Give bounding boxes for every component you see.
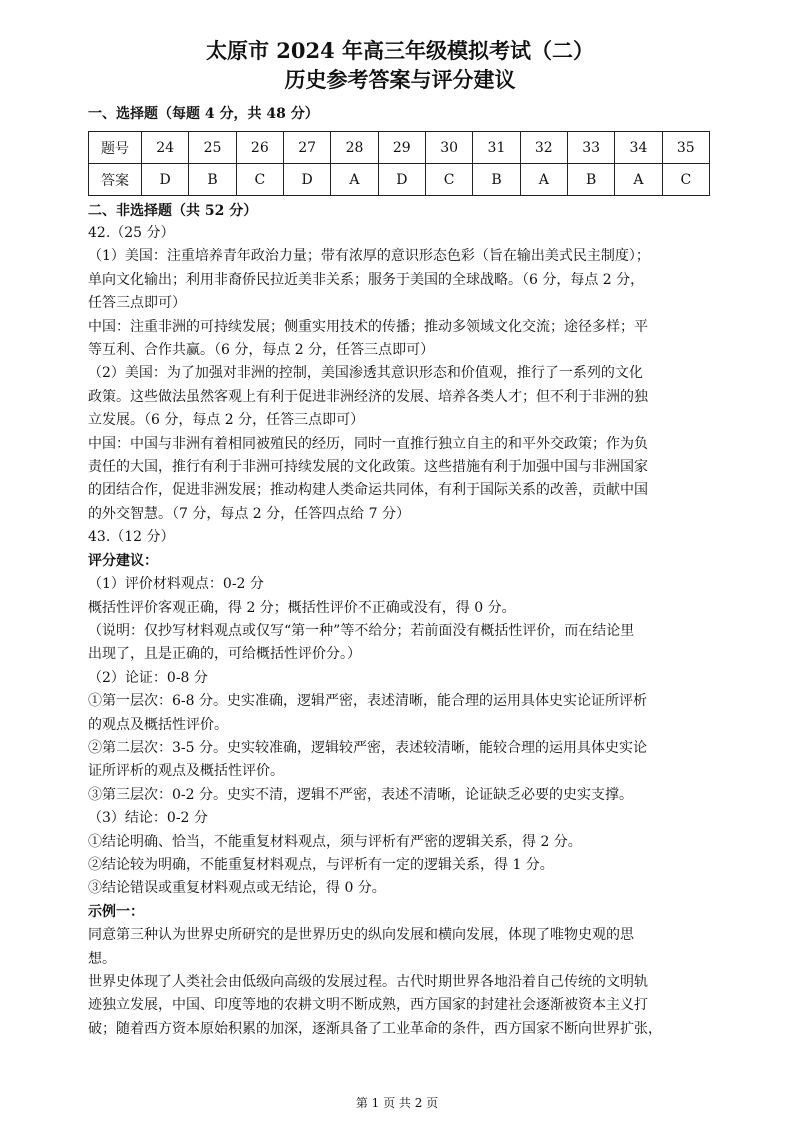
question-number-cell: 33 xyxy=(567,132,614,164)
question-number-cell: 25 xyxy=(189,132,236,164)
answer-cell: A xyxy=(331,164,378,196)
text-line: 世界史体现了人类社会由低级向高级的发展过程。古代时期世界各地沿着自己传统的文明轨 xyxy=(88,974,648,990)
answer-cell: D xyxy=(283,164,330,196)
section-non-choice-heading: 二、非选择题（共 52 分） xyxy=(88,203,258,219)
text-line: 43.（12 分） xyxy=(88,529,175,546)
document-title: 太原市 2024 年高三年级模拟考试（二） xyxy=(205,38,595,63)
text-line: 迹独立发展，中国、印度等地的农耕文明不断成熟，西方国家的封建社会逐渐被资本主义打 xyxy=(88,997,648,1014)
text-line: ①第一层次：6-8 分。史实准确，逻辑严密，表述清晰，能合理的运用具体史实论证所评析 xyxy=(88,693,647,710)
text-line: （说明：仅抄写材料观点或仅写“第一种”等不给分；若前面没有概括性评价，而在结论里 xyxy=(88,622,635,639)
text-line: 立发展。（6 分，每点 2 分，任答三点即可） xyxy=(88,412,365,429)
answer-cell: D xyxy=(142,164,189,196)
answer-cell: C xyxy=(236,164,283,196)
text-line: 同意第三种认为世界史所研究的是世界历史的纵向发展和横向发展，体现了唯物史观的思 xyxy=(88,927,634,944)
answer-cell: B xyxy=(567,164,614,196)
text-line: 的观点及概括性评价。 xyxy=(88,716,228,733)
text-line: 单向文化输出；利用非裔侨民拉近美非关系；服务于美国的全球战略。（6 分，每点 2 分， xyxy=(88,271,645,288)
answer-row xyxy=(89,164,710,196)
question-number-cell: 31 xyxy=(473,132,520,164)
text-line: （2）论证：0-8 分 xyxy=(88,669,208,686)
answer-cell: B xyxy=(473,164,520,196)
text-line: 想。 xyxy=(88,950,116,967)
text-line: ③结论错误或重复材料观点或无结论，得 0 分。 xyxy=(88,880,386,897)
text-line: ③第三层次：0-2 分。史实不清，逻辑不严密，表述不清晰，论证缺乏必要的史实支撑。 xyxy=(88,786,633,803)
row-label-question: 题号 xyxy=(89,132,142,164)
answer-cell: A xyxy=(615,164,662,196)
text-line: 42.（25 分） xyxy=(88,225,175,241)
question-number-row xyxy=(89,132,710,164)
answer-cell: C xyxy=(662,164,709,196)
text-line: 等互利、合作共赢。（6 分，每点 2 分，任答三点即可） xyxy=(88,342,435,359)
question-number-cell: 24 xyxy=(142,132,189,164)
page-footer: 第 1 页 共 2 页 xyxy=(355,1096,439,1110)
text-line: 中国：中国与非洲有着相同被殖民的经历，同时一直推行独立自主的和平外交政策；作为负 xyxy=(88,435,648,452)
answer-cell: B xyxy=(189,164,236,196)
answer-body xyxy=(88,222,712,1041)
text-line: 中国：注重非洲的可持续发展；侧重实用技术的传播；推动多领域文化交流；途径多样；平 xyxy=(88,318,648,335)
subheading-line: 评分建议： xyxy=(88,552,158,569)
text-line: ②结论较为明确，不能重复材料观点，与评析有一定的逻辑关系，得 1 分。 xyxy=(88,856,554,873)
subheading-line: 示例一： xyxy=(88,903,144,920)
question-number-cell: 28 xyxy=(331,132,378,164)
answer-cell: A xyxy=(520,164,567,196)
question-number-cell: 32 xyxy=(520,132,567,164)
section-multiple-choice-heading: 一、选择题（每题 4 分，共 48 分） xyxy=(88,106,319,122)
question-number-cell: 26 xyxy=(236,132,283,164)
question-number-cell: 34 xyxy=(615,132,662,164)
question-number-cell: 35 xyxy=(662,132,709,164)
answer-cell: C xyxy=(425,164,472,196)
text-line: （1）评价材料观点：0-2 分 xyxy=(88,576,264,593)
text-line: 的团结合作，促进非洲发展；推动构建人类命运共同体，有利于国际关系的改善，贡献中国 xyxy=(88,482,648,499)
text-line: （2）美国：为了加强对非洲的控制，美国渗透其意识形态和价值观，推行了一系列的文化 xyxy=(88,365,643,382)
text-line: 破；随着西方资本原始积累的加深，逐渐具备了工业革命的条件，西方国家不断向世界扩张， xyxy=(88,1020,662,1037)
row-label-answer: 答案 xyxy=(89,164,142,196)
answer-table xyxy=(88,131,710,196)
question-number-cell: 29 xyxy=(378,132,425,164)
text-line: 概括性评价客观正确，得 2 分；概括性评价不正确或没有，得 0 分。 xyxy=(88,599,516,616)
text-line: 的外交智慧。（7 分，每点 2 分，任答四点给 7 分） xyxy=(88,505,410,522)
text-line: ①结论明确、恰当，不能重复材料观点，须与评析有严密的逻辑关系，得 2 分。 xyxy=(88,833,582,850)
answer-cell: D xyxy=(378,164,425,196)
text-line: 政策。这些做法虽然客观上有利于促进非洲经济的发展、培养各类人才；但不利于非洲的独 xyxy=(88,388,648,405)
text-line: 责任的大国，推行有利于非洲可持续发展的文化政策。这些措施有利于加强中国与非洲国家 xyxy=(88,459,648,476)
document-subtitle: 历史参考答案与评分建议 xyxy=(284,67,516,92)
text-line: ②第二层次：3-5 分。史实较准确，逻辑较严密，表述较清晰，能较合理的运用具体史实论 xyxy=(88,739,647,756)
text-line: 证所评析的观点及概括性评价。 xyxy=(88,763,284,780)
question-number-cell: 27 xyxy=(283,132,330,164)
text-line: （1）美国：注重培养青年政治力量；带有浓厚的意识形态色彩（旨在输出美式民主制度）； xyxy=(88,248,650,265)
text-line: （3）结论：0-2 分 xyxy=(88,810,208,827)
text-line: 任答三点即可） xyxy=(88,295,186,312)
text-line: 出现了，且是正确的，可给概括性评价分。） xyxy=(88,646,361,663)
question-number-cell: 30 xyxy=(425,132,472,164)
